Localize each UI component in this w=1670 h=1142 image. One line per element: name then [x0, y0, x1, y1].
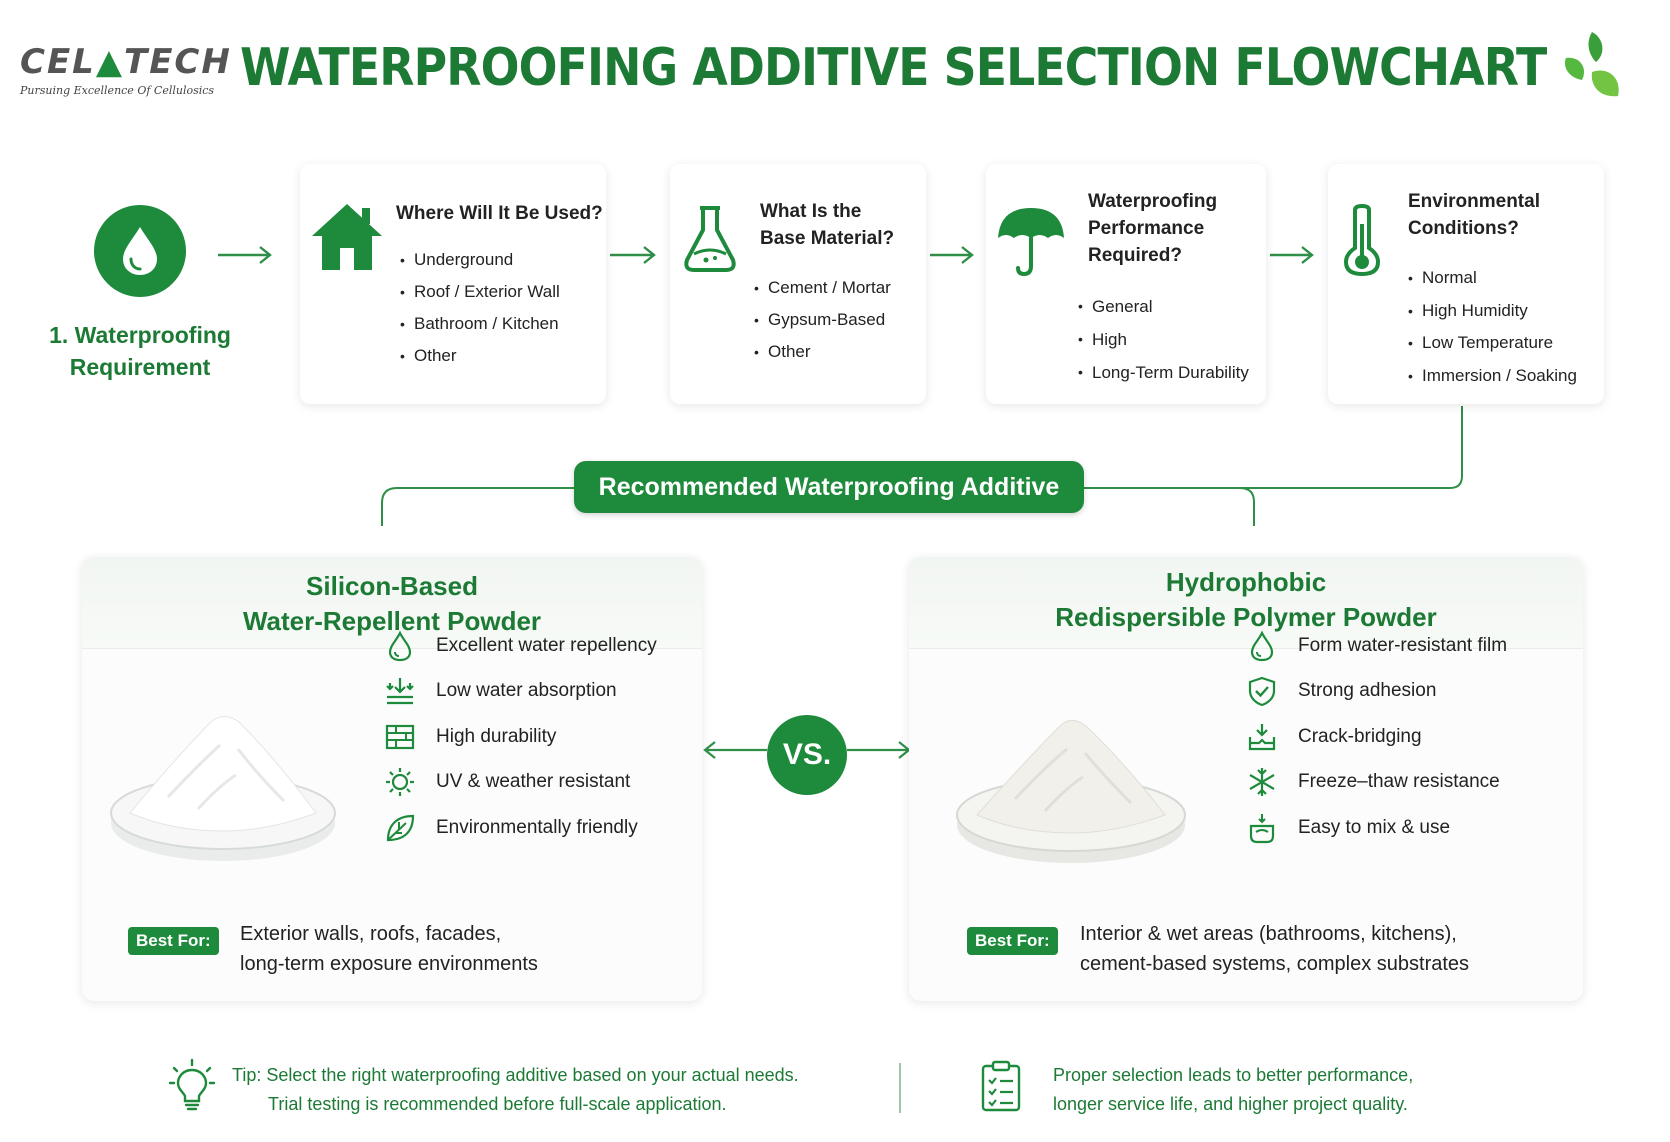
- checklist-icon: [980, 1060, 1022, 1112]
- crack-bridge-icon: [1246, 721, 1278, 753]
- step-waterproofing-requirement: [40, 205, 240, 383]
- brick-wall-icon: [384, 721, 416, 753]
- usage-option: • Other: [400, 340, 560, 372]
- environment-options: [1408, 262, 1577, 392]
- polymer-title: Hydrophobic Redispersible Polymer Powder: [1055, 567, 1437, 632]
- sun-icon: [384, 766, 416, 798]
- tip-text: Tip: Select the right waterproofing additive based on your actual needs. Trial testing is recommended before full-scale application.: [232, 1065, 799, 1114]
- polymer-best-for: Interior & wet areas (bathrooms, kitchens), cement-based systems, complex substrates: [1080, 923, 1470, 975]
- feature-item: Easy to mix & use: [1246, 805, 1507, 851]
- feature-item: Crack-bridging: [1246, 714, 1507, 760]
- environment-title: Environmental Conditions?: [1408, 191, 1540, 239]
- water-drop-icon: [94, 205, 186, 297]
- performance-option: • General: [1078, 290, 1249, 323]
- usage-title: Where Will It Be Used?: [396, 203, 603, 224]
- usage-options: [400, 244, 560, 372]
- performance-option: • Long-Term Durability: [1078, 356, 1249, 389]
- feature-item: High durability: [384, 714, 657, 760]
- card-usage-location: [300, 164, 606, 404]
- snowflake-icon: [1246, 766, 1278, 798]
- usage-option: • Bathroom / Kitchen: [400, 308, 560, 340]
- base-title: What Is the Base Material?: [760, 201, 895, 249]
- environment-option: • Low Temperature: [1408, 327, 1577, 360]
- performance-option: • High: [1078, 323, 1249, 356]
- flow-arrow-3: [928, 245, 986, 265]
- panel-silicon-powder: [82, 557, 702, 1001]
- flow-arrow-4: [1268, 245, 1326, 265]
- panel-polymer-powder: [909, 557, 1583, 1001]
- logo-house-mark: ▲: [95, 42, 124, 82]
- feature-item: Form water-resistant film: [1246, 623, 1507, 669]
- polymer-features: [1246, 623, 1507, 851]
- step1-label: 1. Waterproofing Requirement: [49, 322, 231, 380]
- celotech-logo: [20, 42, 232, 97]
- water-drop-icon: [384, 630, 416, 662]
- water-drop-icon: [1246, 630, 1278, 662]
- powder-dish-image: [108, 705, 338, 865]
- absorption-icon: [384, 675, 416, 707]
- usage-option: • Underground: [400, 244, 560, 276]
- mixing-icon: [1246, 812, 1278, 844]
- feature-item: Freeze–thaw resistance: [1246, 760, 1507, 806]
- thermometer-icon: [1342, 204, 1382, 278]
- feature-item: Excellent water repellency: [384, 623, 657, 669]
- recommendation-banner: Recommended Waterproofing Additive: [574, 461, 1084, 513]
- silicon-best-for: Exterior walls, roofs, facades, long-term exposure environments: [240, 923, 538, 975]
- umbrella-icon: [996, 204, 1066, 276]
- silicon-title: Silicon-Based Water-Repellent Powder: [242, 571, 542, 636]
- logo-tagline: Pursuing Excellence Of Cellulosics: [20, 84, 215, 97]
- environment-option: • Normal: [1408, 262, 1577, 295]
- environment-option: • High Humidity: [1408, 295, 1577, 328]
- performance-title: Waterproofing Performance Required?: [1088, 191, 1218, 266]
- card-performance: [986, 164, 1266, 404]
- environment-option: • Immersion / Soaking: [1408, 360, 1577, 393]
- base-option: • Gypsum-Based: [754, 304, 891, 336]
- usage-option: • Roof / Exterior Wall: [400, 276, 560, 308]
- vs-badge: VS.: [767, 715, 847, 795]
- best-for-badge: Best For:: [128, 927, 219, 955]
- page-title: WATERPROOFING ADDITIVE SELECTION FLOWCHART: [240, 38, 1547, 98]
- lightbulb-icon: [168, 1058, 216, 1114]
- powder-dish-image: [953, 707, 1189, 867]
- leaf-icon: [384, 812, 416, 844]
- feature-item: Low water absorption: [384, 669, 657, 715]
- feature-item: UV & weather resistant: [384, 760, 657, 806]
- selection-note: Proper selection leads to better performance, longer service life, and higher project quality.: [1053, 1065, 1414, 1114]
- performance-options: [1078, 290, 1249, 389]
- footer-divider: [899, 1063, 901, 1113]
- card-environment: [1328, 164, 1604, 404]
- feature-item: Environmentally friendly: [384, 805, 657, 851]
- logo-wordmark: CEL▲TECH: [20, 42, 232, 82]
- leaves-icon: [1552, 28, 1624, 108]
- flow-arrow-2: [608, 245, 666, 265]
- base-option: • Other: [754, 336, 891, 368]
- flask-icon: [682, 204, 738, 274]
- base-option: • Cement / Mortar: [754, 272, 891, 304]
- house-icon: [310, 202, 384, 272]
- best-for-badge: Best For:: [967, 927, 1058, 955]
- shield-check-icon: [1246, 675, 1278, 707]
- card-base-material: [670, 164, 926, 404]
- feature-item: Strong adhesion: [1246, 669, 1507, 715]
- base-options: [754, 272, 891, 368]
- silicon-features: [384, 623, 657, 851]
